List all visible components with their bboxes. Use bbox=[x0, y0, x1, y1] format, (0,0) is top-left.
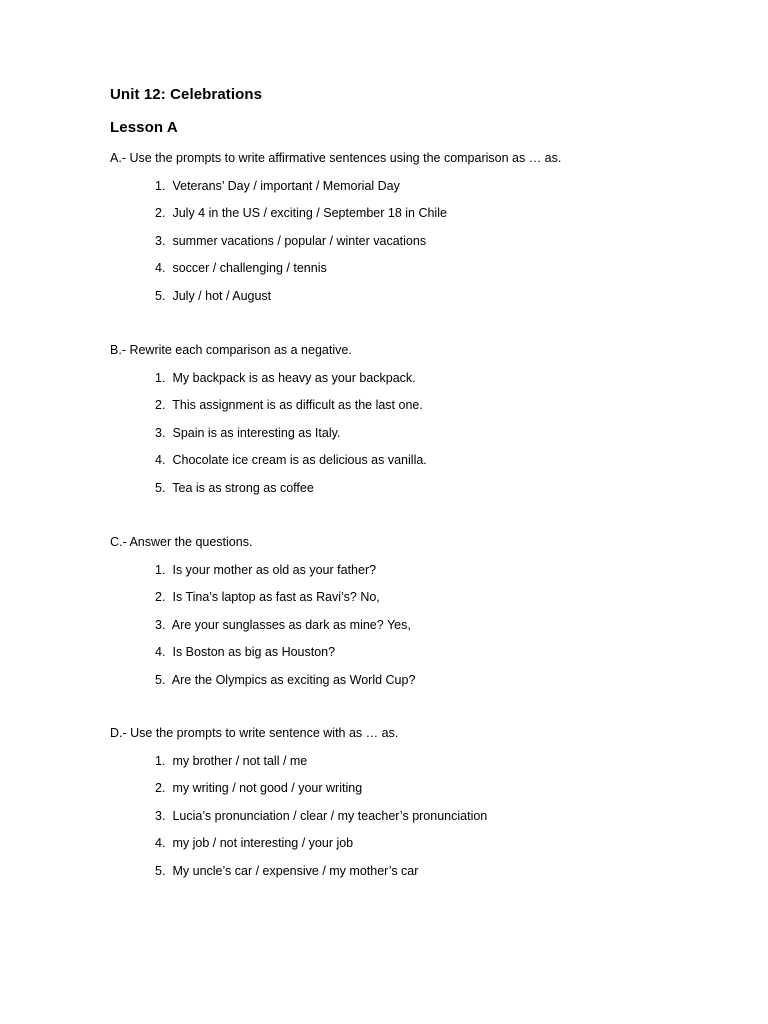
section-heading: A.- Use the prompts to write affirmative sentences using the comparison as … as. bbox=[110, 151, 562, 165]
item-text: Is Boston as big as Houston? bbox=[172, 645, 336, 659]
list-item bbox=[155, 480, 710, 496]
item-text: This assignment is as difficult as the last one. bbox=[172, 398, 423, 412]
item-text: July 4 in the US / exciting / September 18 in Chile bbox=[172, 206, 447, 220]
list-item bbox=[155, 808, 710, 824]
exercise-list bbox=[110, 562, 710, 688]
item-number: 1. bbox=[155, 562, 166, 577]
list-item bbox=[155, 753, 710, 769]
section-d bbox=[110, 725, 710, 879]
item-number: 4. bbox=[155, 645, 166, 659]
list-item bbox=[155, 205, 710, 221]
item-number: 2. bbox=[155, 206, 166, 220]
section-heading: D.- Use the prompts to write sentence with as … as. bbox=[110, 726, 399, 740]
list-item bbox=[155, 397, 710, 413]
item-number: 4. bbox=[155, 261, 166, 275]
item-number: 3. bbox=[155, 617, 166, 632]
item-number: 5. bbox=[155, 288, 166, 303]
section-heading: C.- Answer the questions. bbox=[110, 535, 253, 549]
item-text: Tea is as strong as coffee bbox=[172, 480, 314, 495]
item-text: my brother / not tall / me bbox=[172, 753, 308, 768]
exercise-list bbox=[110, 753, 710, 879]
item-text: Chocolate ice cream is as delicious as vanilla. bbox=[172, 453, 427, 467]
item-number: 3. bbox=[155, 425, 166, 440]
lesson-heading: Lesson A bbox=[110, 119, 178, 136]
list-item bbox=[155, 178, 710, 194]
item-number: 5. bbox=[155, 480, 166, 495]
section-heading: B.- Rewrite each comparison as a negative. bbox=[110, 343, 352, 357]
item-number: 3. bbox=[155, 233, 166, 248]
section-c bbox=[110, 534, 710, 688]
item-number: 4. bbox=[155, 836, 166, 850]
list-item bbox=[155, 863, 710, 879]
item-text: Are the Olympics as exciting as World Cup? bbox=[171, 672, 416, 687]
item-text: My uncle’s car / expensive / my mother’s car bbox=[172, 863, 419, 878]
item-text: my job / not interesting / your job bbox=[172, 836, 354, 850]
exercise-list bbox=[110, 178, 710, 304]
item-text: Veterans’ Day / important / Memorial Day bbox=[172, 178, 400, 193]
item-text: soccer / challenging / tennis bbox=[172, 261, 327, 275]
item-text: Are your sunglasses as dark as mine? Yes, bbox=[171, 617, 411, 632]
list-item bbox=[155, 233, 710, 249]
section-a bbox=[110, 150, 710, 304]
list-item bbox=[155, 260, 710, 276]
item-text: Spain is as interesting as Italy. bbox=[172, 425, 341, 440]
item-number: 5. bbox=[155, 863, 166, 878]
item-number: 2. bbox=[155, 398, 166, 412]
item-number: 1. bbox=[155, 753, 166, 768]
item-number: 3. bbox=[155, 808, 166, 823]
list-item bbox=[155, 562, 710, 578]
item-number: 1. bbox=[155, 370, 166, 385]
page-title: Unit 12: Celebrations bbox=[110, 86, 263, 103]
item-text: summer vacations / popular / winter vacations bbox=[172, 233, 427, 248]
list-item bbox=[155, 644, 710, 660]
exercise-list bbox=[110, 370, 710, 496]
item-text: Is your mother as old as your father? bbox=[172, 562, 377, 577]
list-item bbox=[155, 589, 710, 605]
list-item bbox=[155, 425, 710, 441]
item-text: my writing / not good / your writing bbox=[172, 781, 363, 795]
item-text: Lucia’s pronunciation / clear / my teacher’s pronunciation bbox=[172, 808, 488, 823]
list-item bbox=[155, 452, 710, 468]
item-number: 4. bbox=[155, 453, 166, 467]
section-b bbox=[110, 342, 710, 496]
list-item bbox=[155, 835, 710, 851]
list-item bbox=[155, 672, 710, 688]
item-number: 2. bbox=[155, 781, 166, 795]
item-number: 1. bbox=[155, 178, 166, 193]
item-number: 2. bbox=[155, 590, 166, 604]
list-item bbox=[155, 780, 710, 796]
item-text: Is Tina’s laptop as fast as Ravi’s? No, bbox=[172, 590, 380, 604]
list-item bbox=[155, 617, 710, 633]
list-item bbox=[155, 370, 710, 386]
list-item bbox=[155, 288, 710, 304]
item-text: July / hot / August bbox=[172, 288, 272, 303]
item-text: My backpack is as heavy as your backpack. bbox=[172, 370, 416, 385]
item-number: 5. bbox=[155, 672, 166, 687]
